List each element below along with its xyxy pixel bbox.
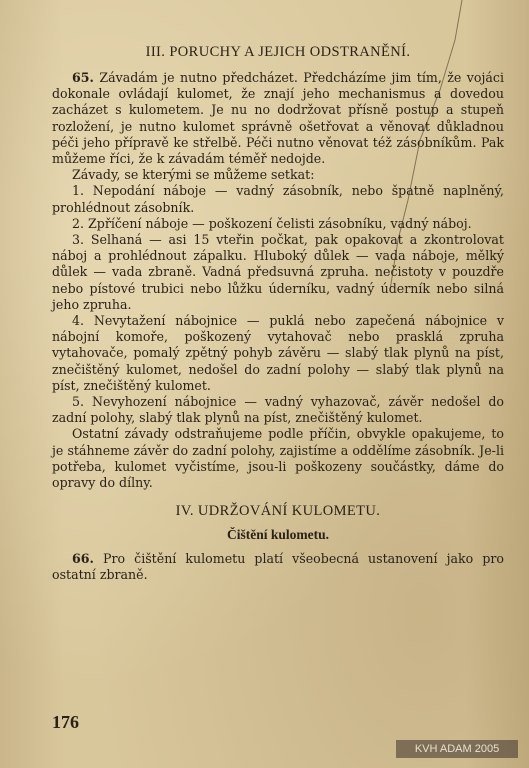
defect-item-4: 4. Nevytažení nábojnice — puklá nebo zapečená nábojnice v nábojní komoře, poškozený vytahovač nebo prasklá zpruha vytahovače, pomalý zpětný pohyb závěru — slabý tlak plynů na píst, znečištěný kulomet, nedošel do zadní polohy — slabý tlak plynů na píst, znečištěný kulomet. [52, 313, 504, 393]
defect-item-3: 3. Selhaná — asi 15 vteřin počkat, pak opakovat a zkontrolovat náboj a prohlédnout zápalku. Hluboký důlek — vada náboje, mělký důlek — vada zbraně. Vadná předsuvná zpruha. nečistoty v pouzdře nebo pístové trubici nebo lůžku úderníku, vadný úderník nebo silná jeho zpruha. [52, 232, 504, 312]
paragraph-66 [52, 551, 504, 583]
subheading-cleaning: Čištění kulometu. [226, 527, 329, 543]
section-heading: III. PORUCHY A JEJICH ODSTRANĚNÍ. [145, 44, 411, 60]
page-number: 176 [52, 712, 79, 732]
paragraph-text: Závadám je nutno předcházet. Předcházíme jim tím, že vojáci dokonale ovládají kulomet, že znají jeho mechanismus a dovedou zacházet s kulometem. Je nu no dodržovat přísně postup a stupeň rozložení, je nutno kulomet správně ošetřovat a věnovat důkladnou péči jeho přípravě ke střelbě. Péči nutno věnovat též zásobníkům. Pak můžeme říci, že k závadám téměř nedojde. [52, 70, 504, 167]
closing-paragraph: Ostatní závady odstraňujeme podle příčin, obvykle opakujeme, to je stáhneme závěr do zadní polohy, zajistíme a oddělíme zásobník. Je-li potřeba, kulomet vyčistíme, jsou-li poškozeny součástky, dáme do opravy do dílny. [52, 426, 504, 491]
defects-intro: Závady, se kterými se můžeme setkat: [72, 167, 315, 183]
paragraph-text: Pro čištění kulometu platí všeobecná ustanovení jako pro ostatní zbraně. [52, 551, 504, 583]
defect-item-1: 1. Nepodání náboje — vadný zásobník, nebo špatně naplněný, prohlédnout zásobník. [52, 183, 504, 215]
paragraph-65 [52, 70, 504, 167]
defect-item-2: 2. Zpříčení náboje — poškození čelisti zásobníku, vadný náboj. [72, 215, 472, 231]
paragraph-number: 65. [72, 70, 94, 85]
paragraph-number: 66. [72, 551, 94, 567]
section-heading-maintenance: IV. UDRŽOVÁNÍ KULOMETU. [175, 503, 381, 520]
watermark: KVH ADAM 2005 [396, 740, 518, 758]
defect-item-5: 5. Nevyhození nábojnice — vadný vyhazovač, závěr nedošel do zadní polohy, slabý tlak plynů na píst, znečištěný kulomet. [52, 394, 504, 426]
document-page [52, 0, 504, 584]
